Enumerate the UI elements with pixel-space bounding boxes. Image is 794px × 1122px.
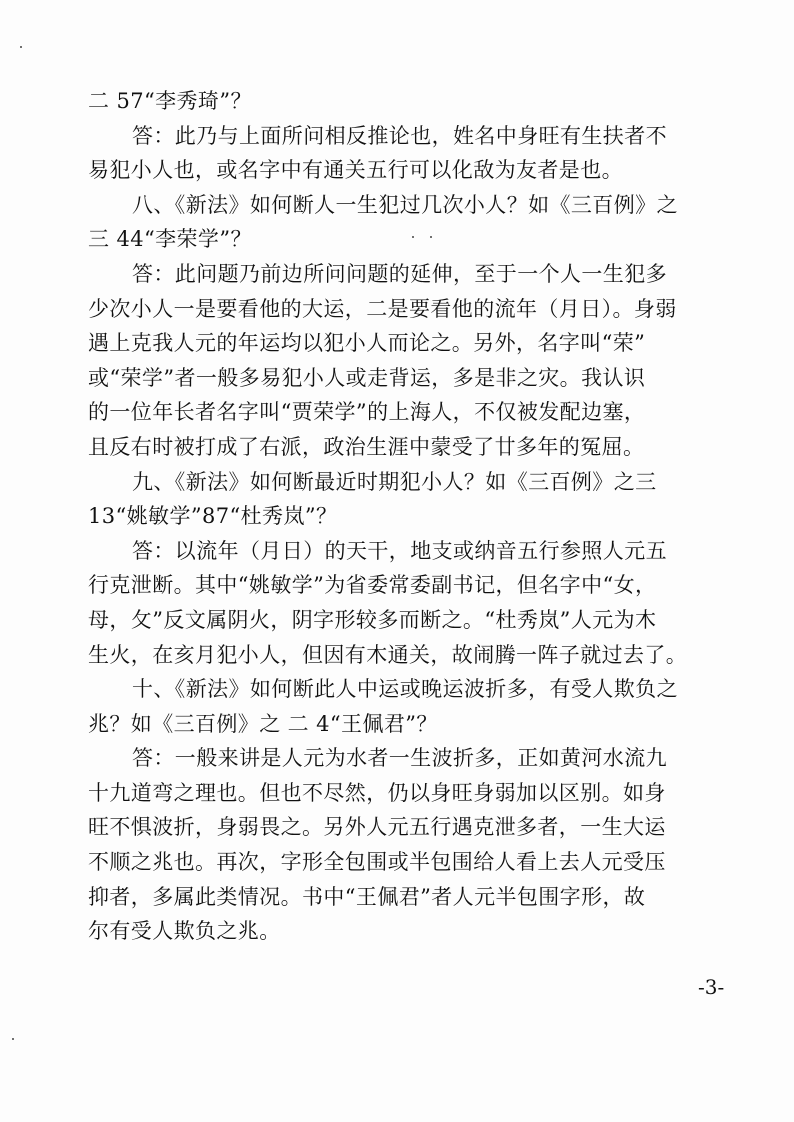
text-line: 生火，在亥月犯小人，但因有木通关，故闹腾一阵子就过去了。 [88, 642, 688, 667]
text-line: 易犯小人也，或名字中有通关五行可以化敌为友者是也。 [88, 158, 623, 183]
text-line: 九、《新法》如何断最近时期犯小人？如《三百例》之三 [132, 469, 657, 494]
text-line: 遇上克我人元的年运均以犯小人而论之。另外，名字叫“荣” [88, 331, 646, 356]
text-line: 答：此乃与上面所问相反推论也，姓名中身旺有生扶者不 [132, 123, 667, 148]
text-line: 十、《新法》如何断此人中运或晚运波折多，有受人欺负之 [132, 677, 678, 702]
scan-speck [412, 236, 414, 238]
text-line: 二 57“李秀琦”？ [88, 89, 252, 113]
text-line: 答：一般来讲是人元为水者一生波折多，正如黄河水流九 [132, 746, 667, 771]
scan-speck [20, 46, 22, 48]
text-line: 不顺之兆也。再次，字形全包围或半包围给人看上去人元受压 [88, 850, 666, 875]
body-text [88, 84, 738, 949]
scan-speck [12, 1038, 14, 1040]
text-line: 13“姚敏学”87“杜秀岚”？ [88, 504, 338, 529]
scan-speck [430, 236, 432, 238]
text-line: 旺不惧波折，身弱畏之。另外人元五行遇克泄多者，一生大运 [88, 815, 666, 840]
text-line: 尔有受人欺负之兆。 [88, 919, 281, 944]
text-line: 答：此问题乃前边所问问题的延伸，至于一个人一生犯多 [132, 261, 667, 286]
text-line: 且反右时被打成了右派，政治生涯中蒙受了廿多年的冤屈。 [88, 434, 645, 459]
text-line: 十九道弯之理也。但也不尽然，仍以身旺身弱加以区别。如身 [88, 780, 666, 805]
text-line: 抑者，多属此类情况。书中“王佩君”者人元半包围字形，故 [88, 884, 646, 909]
text-line: 或“荣学”者一般多易犯小人或走背运，多是非之灾。我认识 [88, 365, 646, 390]
text-line: 行克泄断。其中“姚敏学”为省委常委副书记，但名字中“女， [88, 573, 657, 598]
text-line: 兆？如《三百例》之 二 4“王佩君”？ [88, 711, 438, 736]
page-number: -3- [698, 975, 725, 999]
text-line: 的一位年长者名字叫“贾荣学”的上海人，不仅被发配边塞， [88, 400, 646, 425]
text-line: 答：以流年（月日）的天干，地支或纳音五行参照人元五 [132, 538, 667, 563]
text-line: 三 44“李荣学”？ [88, 227, 252, 252]
text-line: 八、《新法》如何断人一生犯过几次小人？如《三百例》之 [132, 192, 678, 217]
text-line: 母，攵”反文属阴火，阴字形较多而断之。“杜秀岚”人元为木 [88, 607, 657, 632]
text-line: 少次小人一是要看他的大运，二是要看他的流年（月日）。身弱 [88, 296, 677, 321]
